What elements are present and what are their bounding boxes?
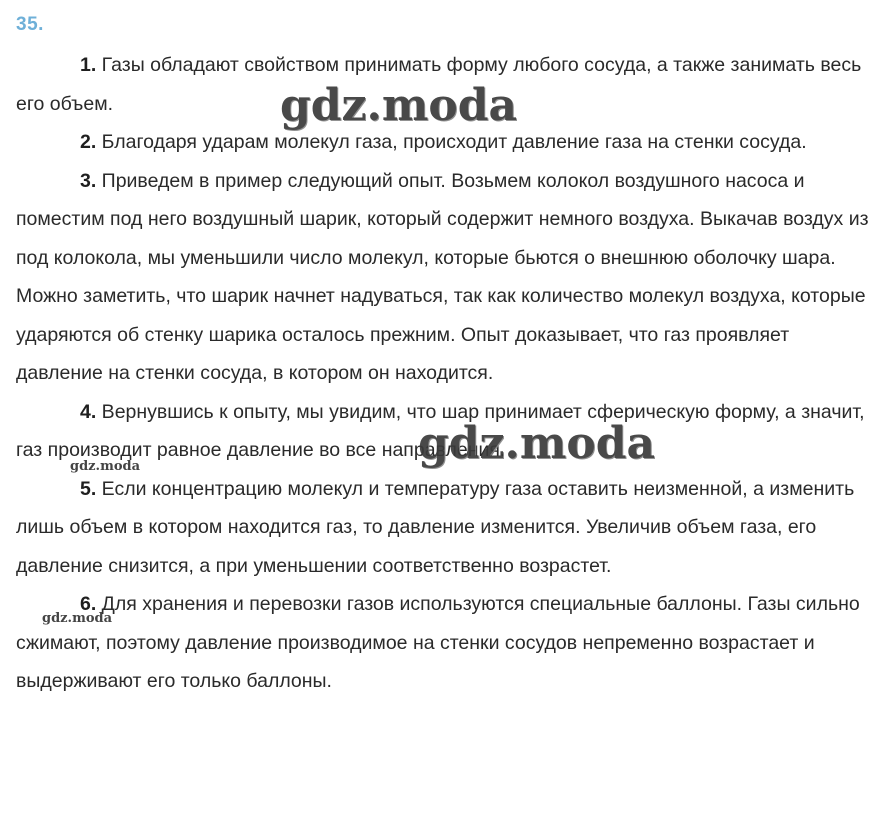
paragraph-text: Благодаря ударам молекул газа, происходит давление газа на стенки сосуда. xyxy=(96,131,807,153)
paragraph-2 xyxy=(16,123,874,162)
paragraph-number: 2. xyxy=(80,131,97,153)
paragraph-number: 3. xyxy=(80,169,97,192)
watermark-small: gdz.moda xyxy=(42,611,113,626)
paragraph-number: 5. xyxy=(80,477,97,500)
task-number: 35. xyxy=(16,14,44,35)
paragraph-text: Для хранения и перевозки газов используются специальные баллоны. Газы сильно сжимают, поэтому давление производимое на стенки сосудов непременно возрастает и выдерживают его только баллоны. xyxy=(16,593,860,692)
watermark-small: gdz.moda xyxy=(70,459,141,474)
paragraph-text: Приведем в пример следующий опыт. Возьмем колокол воздушного насоса и поместим под него воздушный шарик, который содержит немного воздуха. Выкачав воздух из под колокола, мы уменьшили число молекул, которые бьются о внешнюю оболочку шара. Можно заметить, что шарик начнет надуваться, так как количество молекул воздуха, которые ударяются об стенку шарика осталось прежним. Опыт доказывает, что газ проявляет давление на стенки сосуда, в котором он находится. xyxy=(16,169,869,384)
answer-text xyxy=(16,46,874,701)
watermark-large: gdz.moda xyxy=(418,418,656,469)
paragraph-6 xyxy=(16,585,874,701)
paragraph-text: Газы обладают свойством принимать форму любого сосуда, а также занимать весь его объем. xyxy=(16,54,862,115)
paragraph-1 xyxy=(16,46,874,123)
paragraph-3 xyxy=(16,162,874,393)
paragraph-5 xyxy=(16,470,874,586)
paragraph-text: Если концентрацию молекул и температуру газа оставить неизменной, а изменить лишь объем в котором находится газ, то давление изменится. Увеличив объем газа, его давление снизится, а при уменьшении соответственно возрастет. xyxy=(16,477,855,577)
watermark-large: gdz.moda xyxy=(280,80,518,131)
paragraph-number: 1. xyxy=(80,54,97,76)
paragraph-4 xyxy=(16,393,874,470)
paragraph-number: 6. xyxy=(80,593,97,615)
paragraph-text: Вернувшись к опыту, мы увидим, что шар принимает сферическую форму, а значит, газ производит равное давление во все направления. xyxy=(16,400,865,461)
paragraph-number: 4. xyxy=(80,400,97,423)
